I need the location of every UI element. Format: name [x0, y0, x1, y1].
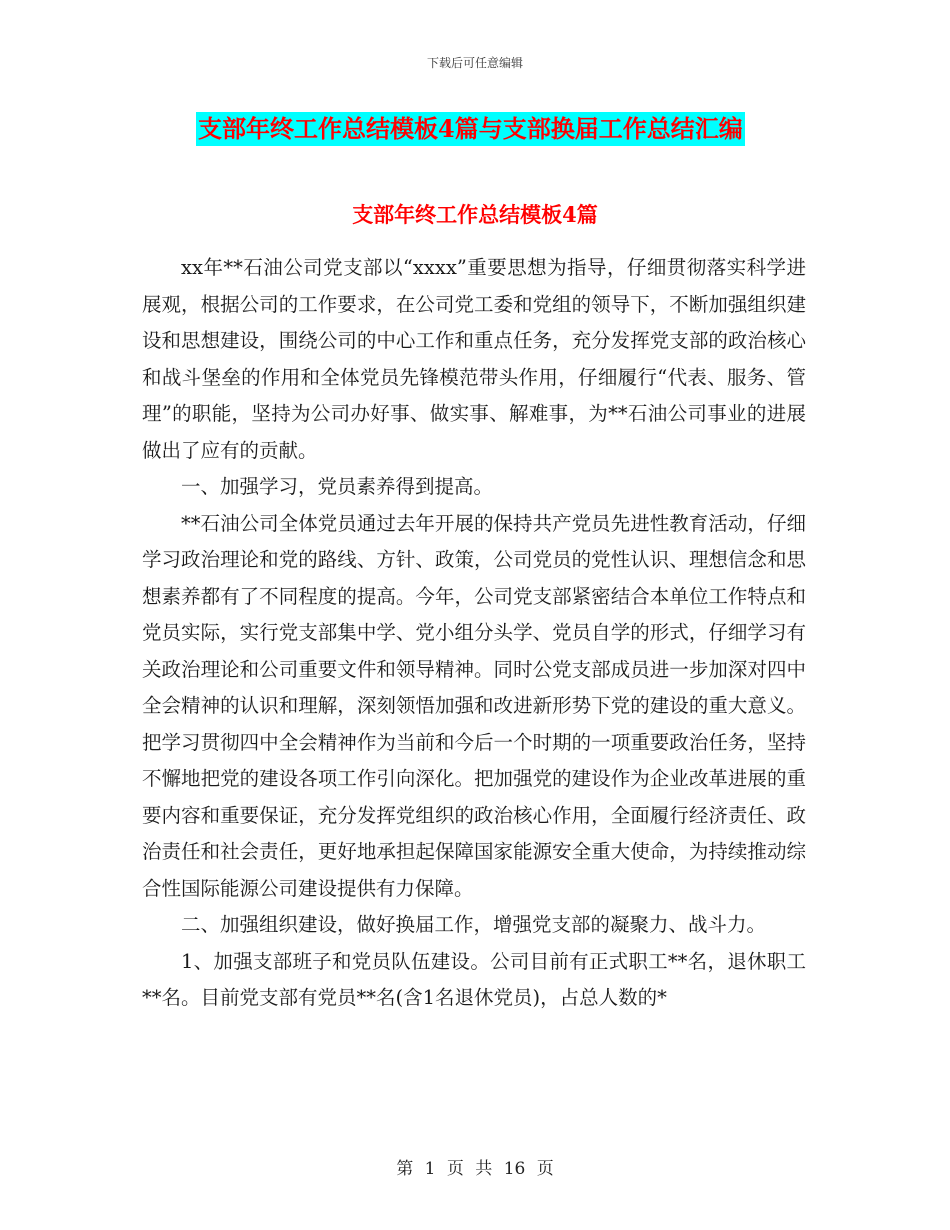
- footer-prefix: 第: [396, 1159, 414, 1179]
- body-paragraph: 1、加强支部班子和党员队伍建设。公司目前有正式职工**名，退休职工**名。目前党支部有党员**名(含1名退休党员)，占总人数的*: [142, 949, 806, 1009]
- page-number: 1: [424, 1159, 436, 1179]
- body-paragraph: xx年**石油公司党支部以“xxxx”重要思想为指导，仔细贯彻落实科学进展观，根据公司的工作要求，在公司党工委和党组的领导下，不断加强组织建设和思想建设，围绕公司的中心工作和重点任务，充分发挥党支部的政治核心和战斗堡垒的作用和全体党员先锋模范带头作用，仔细履行“代表、服务、管理”的职能，坚持为公司办好事、做实事、解难事，为**石油公司事业的进展做出了应有的贡献。: [142, 256, 806, 462]
- footer-suffix: 页: [536, 1159, 554, 1179]
- section-title: 支部年终工作总结模板4篇: [352, 202, 598, 227]
- document-body: [142, 250, 806, 1017]
- section-heading: 一、加强学习，党员素养得到提高。: [181, 475, 494, 498]
- page-footer: [0, 1154, 950, 1179]
- body-paragraph: **石油公司全体党员通过去年开展的保持共产党员先进性教育活动，仔细学习政治理论和党的路线、方针、政策，公司党员的党性认识、理想信念和思想素养都有了不同程度的提高。今年，公司党支部紧密结合本单位工作特点和党员实际，实行党支部集中学、党小组分头学、党员自学的形式，仔细学习有关政治理论和公司重要文件和领导精神。同时公党支部成员进一步加深对四中全会精神的认识和理解，深刻领悟加强和改进新形势下党的建设的重大意义。把学习贯彻四中全会精神作为当前和今后一个时期的一项重要政治任务，坚持不懈地把党的建设各项工作引向深化。把加强党的建设作为企业改革进展的重要内容和重要保证，充分发挥党组织的政治核心作用，全面履行经济责任、政治责任和社会责任，更好地承担起保障国家能源安全重大使命，为持续推动综合性国际能源公司建设提供有力保障。: [142, 511, 806, 900]
- document-main-title: 支部年终工作总结模板4篇与支部换届工作总结汇编: [196, 112, 745, 146]
- section-heading: 二、加强组织建设，做好换届工作，增强党支部的凝聚力、战斗力。: [181, 913, 767, 936]
- header-note: 下载后可任意编辑: [426, 56, 523, 70]
- footer-page-word: 页: [446, 1159, 464, 1179]
- total-pages: 16: [503, 1159, 526, 1179]
- footer-total-word: 共: [475, 1159, 493, 1179]
